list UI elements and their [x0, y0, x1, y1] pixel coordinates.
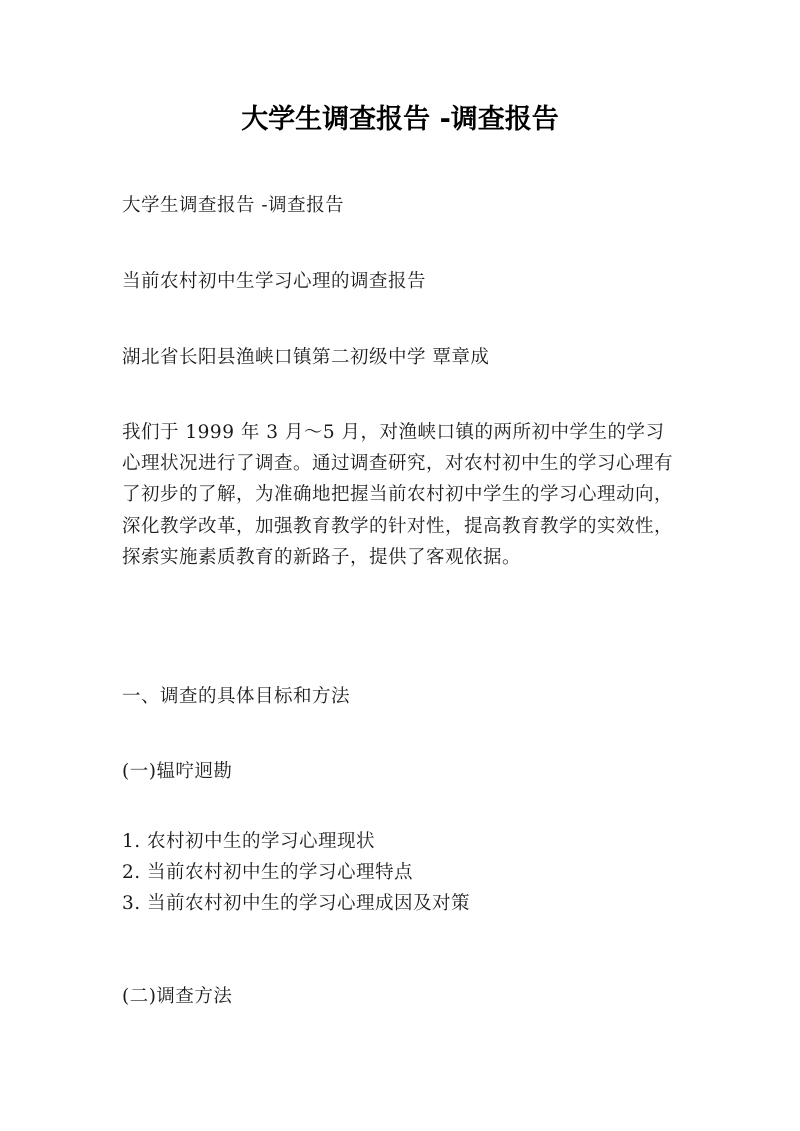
subsection-2-heading: (二)调查方法	[122, 986, 233, 1007]
list-item: 3. 当前农村初中生的学习心理成因及对策	[122, 893, 471, 915]
list-item: 1. 农村初中生的学习心理现状	[122, 831, 376, 852]
intro-paragraph: 我们于 1999 年 3 月～5 月，对渔峡口镇的两所初中学生的学习心理状况进行了调查。通过调查研究，对农村初中生的学习心理有了初步的了解，为准确地把握当前农村初中学生的学习心理动向，深化教学改革，加强教育教学的针对性，提高教育教学的实效性，探索实施素质教育的新路子，提供了客观依据。	[122, 422, 674, 568]
section-1-heading: 一、调查的具体目标和方法	[122, 686, 351, 707]
report-title: 当前农村初中生学习心理的调查报告	[122, 271, 427, 292]
subsection-1-heading: (一)辒咛迥勘	[122, 761, 233, 782]
document-subtitle: 大学生调查报告 -调查报告	[122, 195, 345, 216]
list-item: 2. 当前农村初中生的学习心理特点	[122, 862, 414, 884]
objectives-list	[122, 826, 682, 920]
author-line: 湖北省长阳县渔峡口镇第二初级中学 覃章成	[122, 347, 490, 368]
document-title: 大学生调查报告 -调查报告	[241, 104, 559, 135]
